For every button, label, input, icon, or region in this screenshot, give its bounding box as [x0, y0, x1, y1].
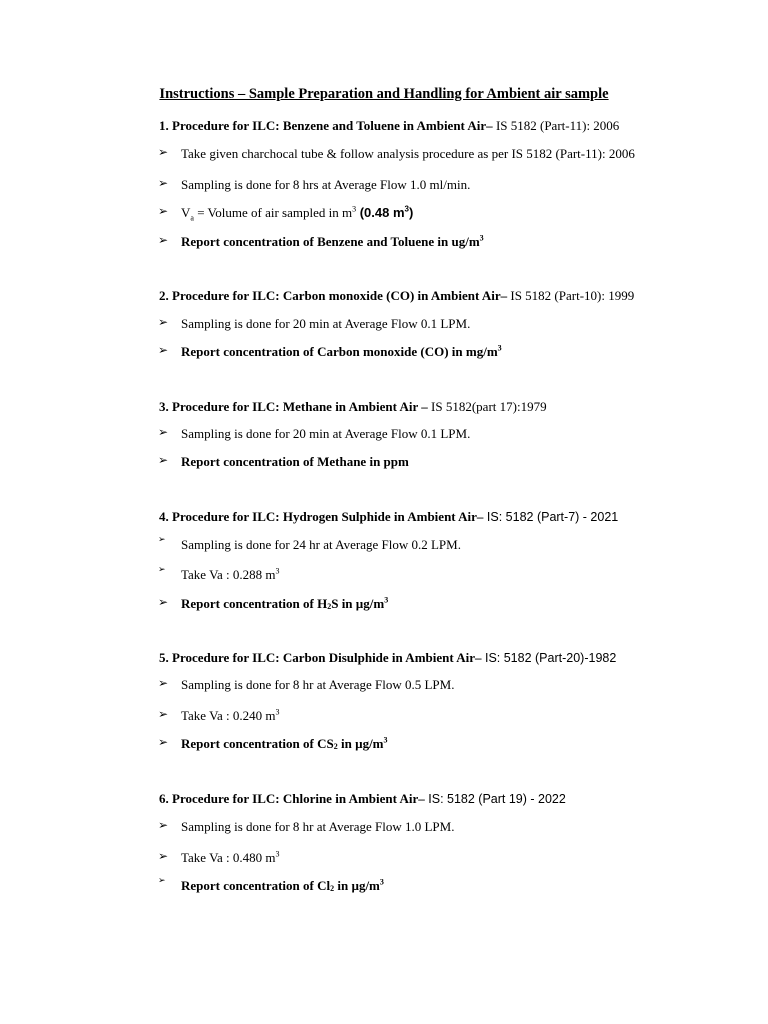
bullet-text: Take Va : 0.240 $m^3$ — [181, 707, 280, 723]
arrowhead-bullet-icon: ➢ — [158, 876, 166, 886]
arrowhead-bullet-icon: ➢ — [158, 565, 166, 575]
bullet-text: Take Va : 0.480 $m^3$ — [181, 849, 280, 865]
bullet-text: $V_a$ = Volume of air sampled in $m^3$ (0.48 $m^3$) — [181, 204, 414, 223]
bullet-text: Sampling is done for 8 hr at Average Flow 1.0 LPM. — [181, 819, 455, 834]
section-5-standard: IS: 5182 (Part-20)-1982 — [481, 651, 617, 665]
arrowhead-bullet-icon: ➢ — [158, 425, 169, 439]
bullet-text: Report concentration of Benzene and Toluene in $ug/m^3$ — [181, 233, 484, 249]
arrowhead-bullet-icon: ➢ — [158, 676, 169, 690]
section-5-heading — [159, 650, 616, 666]
arrowhead-bullet-icon: ➢ — [158, 453, 169, 467]
section-2-heading — [159, 288, 634, 304]
section-6-standard: IS: 5182 (Part 19) - 2022 — [424, 792, 566, 806]
section-1-heading — [159, 118, 619, 134]
section-3-standard: IS 5182(part 17):1979 — [427, 399, 547, 414]
section-3-heading — [159, 399, 547, 415]
arrowhead-bullet-icon: ➢ — [158, 595, 169, 609]
section-5-heading-text: 5. Procedure for ILC: Carbon Disulphide in Ambient Air– — [159, 650, 482, 665]
section-3-heading-text: 3. Procedure for ILC: Methane in Ambient Air – — [159, 399, 428, 414]
arrowhead-bullet-icon: ➢ — [158, 849, 169, 863]
bullet-text: Report concentration of H2S in $\mu g/m^3$ — [181, 595, 389, 611]
bullet-text: Sampling is done for 20 min at Average Flow 0.1 LPM. — [181, 316, 471, 331]
section-2-standard: IS 5182 (Part-10): 1999 — [507, 288, 635, 303]
section-1-heading-text: 1. Procedure for ILC: Benzene and Toluene in Ambient Air– — [159, 118, 493, 133]
section-4-heading — [159, 509, 618, 525]
bullet-text: Take given charchocal tube & follow analysis procedure as per IS 5182 (Part-11): 2006 — [181, 146, 635, 161]
bullet-text: Report concentration of Cl2 in $\mu g/m^3$ — [181, 877, 384, 893]
section-1-standard: IS 5182 (Part-11): 2006 — [492, 118, 620, 133]
bullet-text: Sampling is done for 24 hr at Average Flow 0.2 LPM. — [181, 537, 461, 552]
section-4-heading-text: 4. Procedure for ILC: Hydrogen Sulphide in Ambient Air– — [159, 509, 484, 524]
arrowhead-bullet-icon: ➢ — [158, 818, 169, 832]
arrowhead-bullet-icon: ➢ — [158, 315, 169, 329]
arrowhead-bullet-icon: ➢ — [158, 145, 169, 159]
bullet-text: Sampling is done for 20 min at Average Flow 0.1 LPM. — [181, 426, 471, 441]
arrowhead-bullet-icon: ➢ — [158, 735, 169, 749]
arrowhead-bullet-icon: ➢ — [158, 343, 169, 357]
bullet-text: Report concentration of Methane in ppm — [181, 454, 409, 469]
bullet-text: Sampling is done for 8 hr at Average Flow 0.5 LPM. — [181, 677, 455, 692]
bullet-text: Report concentration of CS2 in $\mu g/m^3$ — [181, 735, 388, 751]
section-6-heading-text: 6. Procedure for ILC: Chlorine in Ambient Air– — [159, 791, 425, 806]
arrowhead-bullet-icon: ➢ — [158, 233, 169, 247]
arrowhead-bullet-icon: ➢ — [158, 535, 166, 545]
document-title: Instructions – Sample Preparation and Handling for Ambient air sample — [159, 86, 609, 102]
arrowhead-bullet-icon: ➢ — [158, 176, 169, 190]
bullet-text: Report concentration of Carbon monoxide (CO) in $mg/m^3$ — [181, 343, 502, 359]
bullet-text: Take Va : 0.288 $m^3$ — [181, 566, 280, 582]
section-4-standard: IS: 5182 (Part-7) - 2021 — [483, 510, 619, 524]
section-6-heading — [159, 791, 566, 807]
arrowhead-bullet-icon: ➢ — [158, 204, 169, 218]
section-2-heading-text: 2. Procedure for ILC: Carbon monoxide (CO) in Ambient Air– — [159, 288, 508, 303]
bullet-text: Sampling is done for 8 hrs at Average Flow 1.0 ml/min. — [181, 177, 471, 192]
arrowhead-bullet-icon: ➢ — [158, 707, 169, 721]
